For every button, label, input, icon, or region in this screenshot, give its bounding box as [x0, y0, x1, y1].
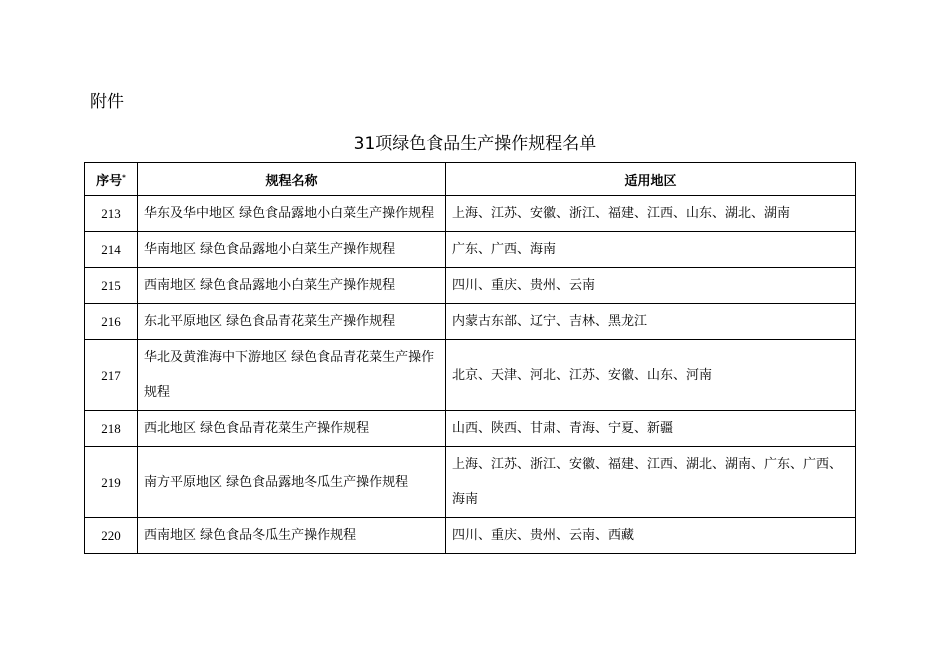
header-num: [85, 163, 138, 196]
row-num: 216: [85, 304, 138, 340]
table-row: [85, 447, 856, 518]
row-area: 四川、重庆、贵州、云南: [446, 268, 856, 304]
row-name: 华南地区 绿色食品露地小白菜生产操作规程: [138, 232, 446, 268]
row-num: 219: [85, 447, 138, 518]
table-row: [85, 304, 856, 340]
row-area: 山西、陕西、甘肃、青海、宁夏、新疆: [446, 411, 856, 447]
row-area: 广东、广西、海南: [446, 232, 856, 268]
table-row: [85, 340, 856, 411]
table-row: [85, 411, 856, 447]
row-num: 220: [85, 518, 138, 554]
row-name: 华北及黄淮海中下游地区 绿色食品青花菜生产操作规程: [138, 340, 446, 411]
row-area: 四川、重庆、贵州、云南、西藏: [446, 518, 856, 554]
row-num: 213: [85, 196, 138, 232]
row-num: 217: [85, 340, 138, 411]
document-title: 31项绿色食品生产操作规程名单: [353, 134, 597, 154]
header-num-mark: *: [122, 173, 126, 182]
table-header-row: [85, 163, 856, 196]
row-num: 215: [85, 268, 138, 304]
header-area: 适用地区: [446, 163, 856, 196]
rules-table: [84, 162, 856, 554]
header-num-label: 序号: [96, 173, 123, 189]
row-area: 北京、天津、河北、江苏、安徽、山东、河南: [446, 340, 856, 411]
table-row: [85, 268, 856, 304]
row-num: 218: [85, 411, 138, 447]
row-name: 东北平原地区 绿色食品青花菜生产操作规程: [138, 304, 446, 340]
row-area: 上海、江苏、安徽、浙江、福建、江西、山东、湖北、湖南: [446, 196, 856, 232]
table-row: [85, 518, 856, 554]
row-name: 西北地区 绿色食品青花菜生产操作规程: [138, 411, 446, 447]
row-name: 西南地区 绿色食品露地小白菜生产操作规程: [138, 268, 446, 304]
row-num: 214: [85, 232, 138, 268]
header-name: 规程名称: [138, 163, 446, 196]
row-name: 西南地区 绿色食品冬瓜生产操作规程: [138, 518, 446, 554]
row-name: 华东及华中地区 绿色食品露地小白菜生产操作规程: [138, 196, 446, 232]
table-row: [85, 232, 856, 268]
row-area: 内蒙古东部、辽宁、吉林、黑龙江: [446, 304, 856, 340]
row-name: 南方平原地区 绿色食品露地冬瓜生产操作规程: [138, 447, 446, 518]
row-area: 上海、江苏、浙江、安徽、福建、江西、湖北、湖南、广东、广西、海南: [446, 447, 856, 518]
table-row: [85, 196, 856, 232]
attachment-label: 附件: [90, 92, 124, 112]
